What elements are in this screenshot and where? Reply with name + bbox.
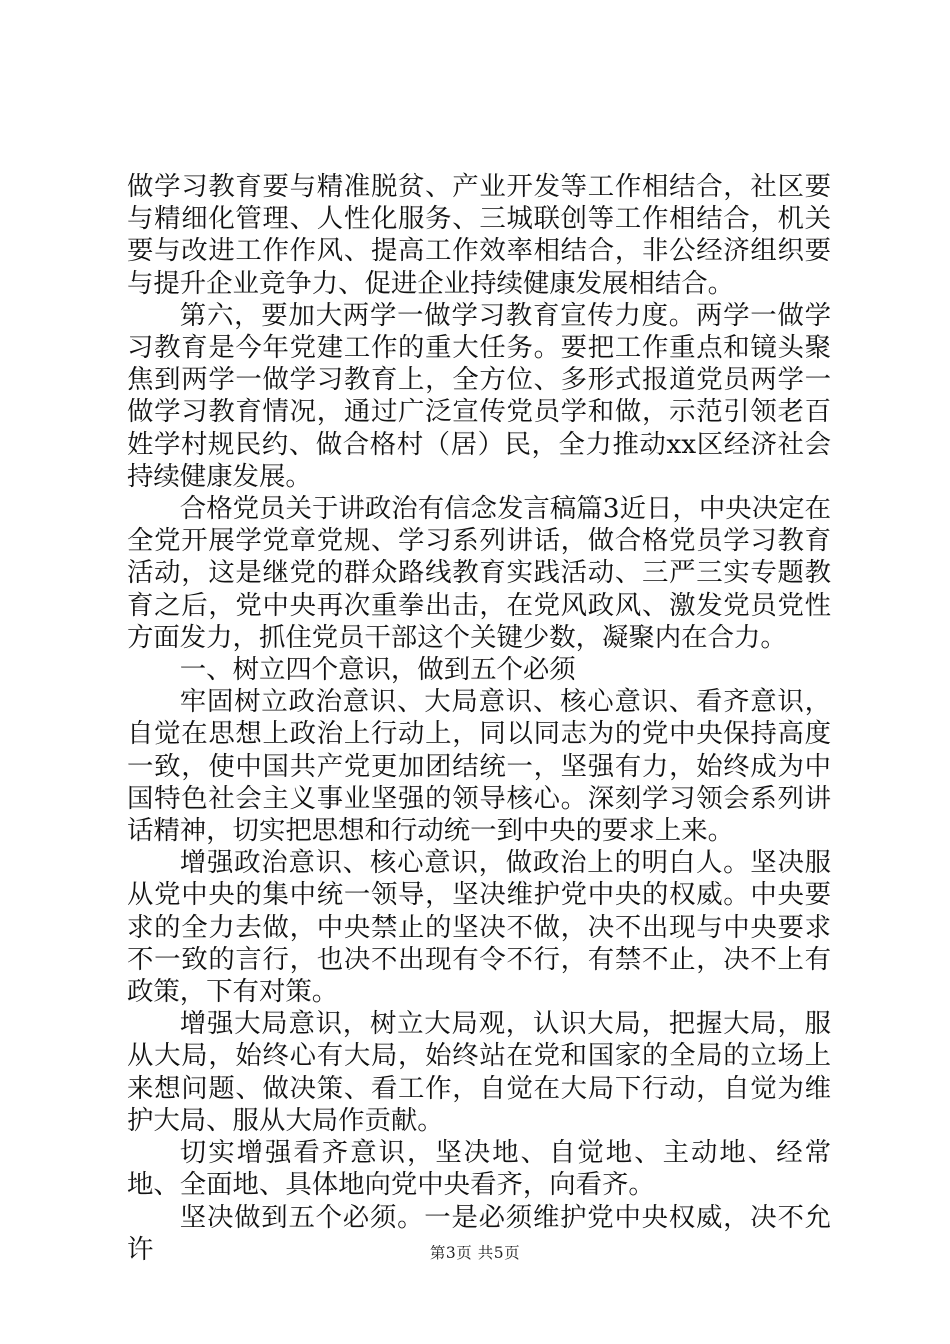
paragraph: 增强大局意识，树立大局观，认识大局，把握大局，服从大局，始终心有大局，始终站在党和国家的全局的立场上来想问题、做决策、看工作，自觉在大局下行动，自觉为维护大局、服从大局作贡献。 [127, 1008, 831, 1136]
paragraph: 增强政治意识、核心意识，做政治上的明白人。坚决服从党中央的集中统一领导，坚决维护党中央的权威。中央要求的全力去做，中央禁止的坚决不做，决不出现与中央要求不一致的言行，也决不出现有令不行，有禁不止，决不上有政策，下有对策。 [127, 847, 831, 1008]
paragraph: 合格党员关于讲政治有信念发言稿篇3近日，中央决定在全党开展学党章党规、学习系列讲话，做合格党员学习教育活动，这是继党的群众路线教育实践活动、三严三实专题教育之后，党中央再次重拳出击，在党风政风、激发党员党性方面发力，抓住党员干部这个关键少数，凝聚内在合力。 [127, 493, 831, 653]
paragraph-continued: 做学习教育要与精准脱贫、产业开发等工作相结合，社区要与精细化管理、人性化服务、三城联创等工作相结合，机关要与改进工作作风、提高工作效率相结合，非公经济组织要与提升企业竞争力、促进企业持续健康发展相结合。 [127, 171, 831, 299]
paragraph: 坚决做到五个必须。一是必须维护党中央权威，决不允许 [127, 1201, 831, 1265]
section-heading: 一、树立四个意识，做到五个必须 [179, 654, 576, 686]
paragraph: 牢固树立政治意识、大局意识、核心意识、看齐意识，自觉在思想上政治上行动上，同以同志为的党中央保持高度一致，使中国共产党更加团结统一，坚强有力，始终成为中国特色社会主义事业坚强的领导核心。深刻学习领会系列讲话精神，切实把思想和行动统一到中央的要求上来。 [127, 686, 831, 847]
page-number-footer: 第3页 共5页 [429, 1244, 521, 1262]
paragraph: 第六，要加大两学一做学习教育宣传力度。两学一做学习教育是今年党建工作的重大任务。要把工作重点和镜头聚焦到两学一做学习教育上，全方位、多形式报道党员两学一做学习教育情况，通过广泛宣传党员学和做，示范引领老百姓学村规民约、做合格村（居）民，全力推动xx区经济社会持续健康发展。 [127, 299, 831, 492]
paragraph: 切实增强看齐意识，坚决地、自觉地、主动地、经常地、全面地、具体地向党中央看齐，向看齐。 [127, 1137, 831, 1201]
document-body [127, 171, 831, 1266]
